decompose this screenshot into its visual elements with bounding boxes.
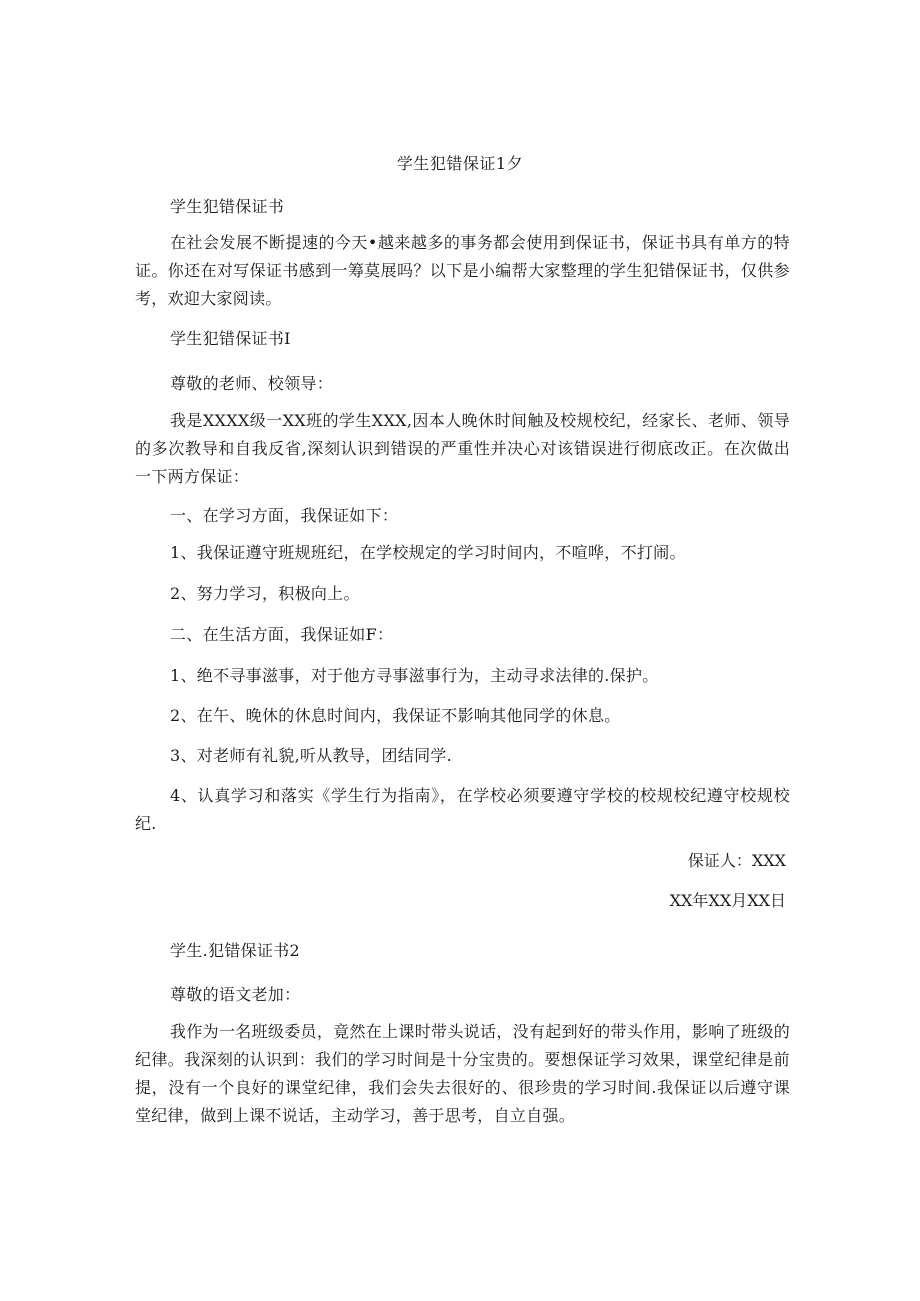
letter2-salutation: 尊敬的语文老加： xyxy=(170,985,301,1004)
document-subtitle: 学生犯错保证书 xyxy=(170,197,285,216)
letter1-date: XX年XX月XX日 xyxy=(669,891,786,910)
letter1-item1-2: 2、努力学习，积极向上。 xyxy=(170,584,360,603)
letter1-item2-2: 2、在午、晚休的休息时间内，我保证不影响其他同学的休息。 xyxy=(170,706,621,725)
letter1-salutation: 尊敬的老师、校领导： xyxy=(170,374,334,393)
letter1-item2-3: 3、对老师有礼貌,听从教导，团结同学. xyxy=(170,746,453,765)
letter1-item2-1: 1、绝不寻事滋事，对于他方寻事滋事行为，主动寻求法律的.保护。 xyxy=(170,666,659,685)
intro-paragraph: 在社会发展不断提速的今天•越来越多的事务都会使用到保证书，保证书具有单方的特证。你还在对写保证书感到一筹莫展吗？以下是小编帮大家整理的学生犯错保证书，仅供参考，欢迎大家阅读。 xyxy=(135,233,790,308)
letter1-heading: 学生犯错保证书I xyxy=(170,329,291,348)
letter1-section1-heading: 一、在学习方面，我保证如下： xyxy=(170,506,399,525)
letter1-section2-heading: 二、在生活方面，我保证如F： xyxy=(170,625,394,644)
letter1-item1-1: 1、我保证遵守班规班纪，在学校规定的学习时间内，不喧哗，不打闹。 xyxy=(170,543,686,562)
letter1-item2-4: 4、认真学习和落实《学生行为指南》，在学校必须要遵守学校的校规校纪遵守校规校纪. xyxy=(135,786,790,833)
letter2-body: 我作为一名班级委员，竟然在上课时带头说话，没有起到好的带头作用，影响了班级的纪律。我深刻的认识到：我们的学习时间是十分宝贵的。要想保证学习效果，课堂纪律是前提，没有一个良好的课堂纪律，我们会失去很好的、很珍贵的学习时间.我保证以后遵守课堂纪律，做到上课不说话，主动学习，善于思考，自立自强。 xyxy=(135,1022,790,1125)
letter1-body: 我是XXXX级一XX班的学生XXX,因本人晚休时间触及校规校纪，经家长、老师、领导的多次教导和自我反省,深刻认识到错误的严重性并决心对该错误进行彻底改正。在次做出一下两方保证： xyxy=(135,411,790,486)
letter1-signer: 保证人：XXX xyxy=(687,851,786,870)
letter2-heading: 学生.犯错保证书2 xyxy=(170,941,300,960)
document-title: 学生犯错保证1夕 xyxy=(396,154,524,173)
